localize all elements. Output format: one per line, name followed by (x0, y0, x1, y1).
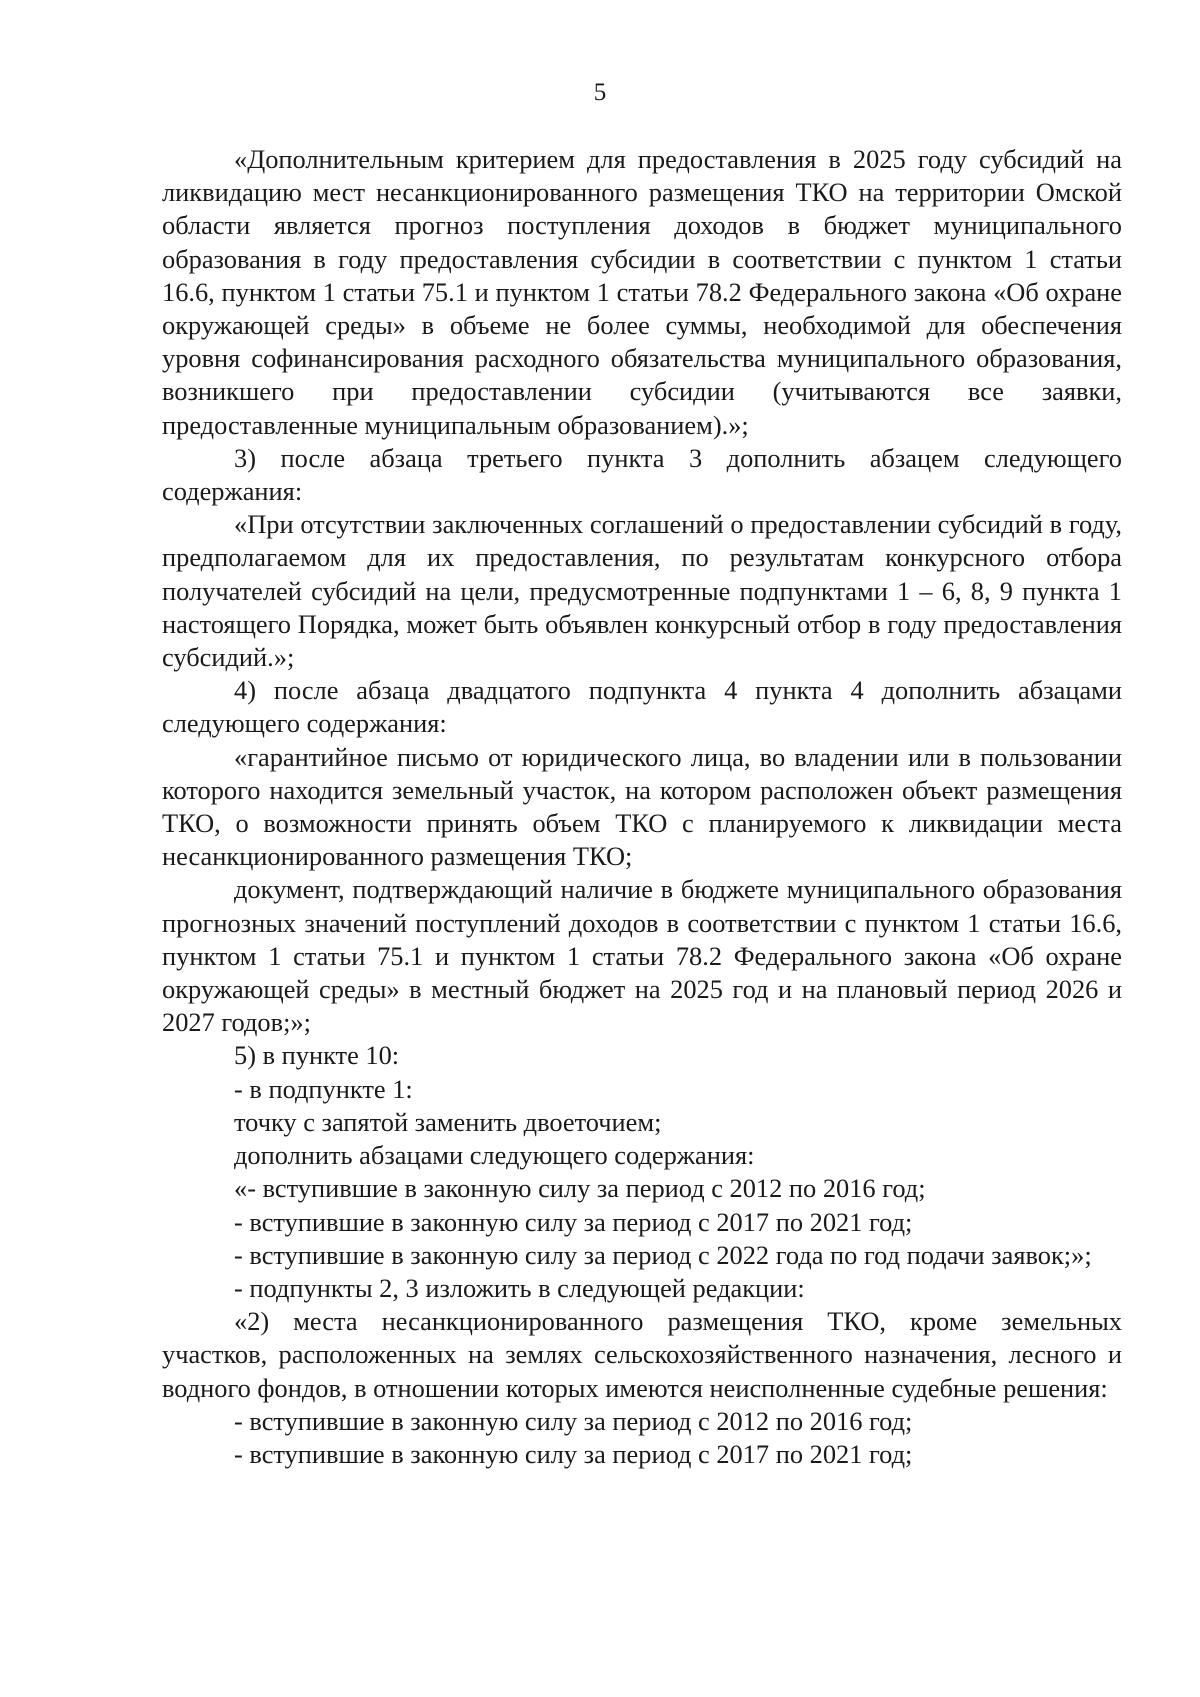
list-item-period-2017-2021: - вступившие в законную силу за период с 2017 по 2021 год; (234, 1206, 913, 1237)
page-number: 5 (593, 79, 607, 106)
document-body (162, 143, 1122, 1471)
paragraph-budget-document: документ, подтверждающий наличие в бюджете муниципального образования прогнозных значений поступлений доходов в соответствии с пунктом 1 статьи 16.6, пунктом 1 статьи 75.1 и пунктом 1 статьи 78.2 Федерального закона «Об охране окружающей среды» в местный бюджет на 2025 год и на плановый период 2026 и 2027 годов;»; (162, 874, 1122, 1038)
list-item-period-2012-2016-b: - вступившие в законную силу за период с 2012 по 2016 год; (234, 1405, 913, 1436)
paragraph-item-5: 5) в пункте 10: (234, 1040, 400, 1071)
paragraph-subitem-1: - в подпункте 1: (234, 1073, 413, 1104)
paragraph-guarantee-letter: «гарантийное письмо от юридического лица, во владении или в пользовании которого находится земельный участок, на котором расположен объект размещения ТКО, о возможности принять объем ТКО с планируемого к ликвидации места несанкционированного размещения ТКО; (162, 741, 1122, 872)
list-item-period-2022: - вступившие в законную силу за период с 2022 года по год подачи заявок;»; (234, 1239, 1092, 1270)
paragraph-item-3: 3) после абзаца третьего пункта 3 дополнить абзацем следующего содержания: (162, 442, 1122, 507)
paragraph-add-paragraphs: дополнить абзацами следующего содержания: (234, 1140, 755, 1171)
list-item-period-2012-2016: «- вступившие в законную силу за период с 2012 по 2016 год; (234, 1173, 926, 1204)
paragraph-item-4: 4) после абзаца двадцатого подпункта 4 пункта 4 дополнить абзацами следующего содержания: (162, 675, 1122, 739)
paragraph-replace-semicolon: точку с запятой заменить двоеточием; (234, 1106, 662, 1137)
list-item-period-2017-2021-b: - вступившие в законную силу за период с 2017 по 2021 год; (234, 1438, 913, 1469)
paragraph-selection: «При отсутствии заключенных соглашений о предоставлении субсидий в году, предполагаемом для их предоставления, по результатам конкурсного отбора получателей субсидий на цели, предусмотренные подпунктами 1 – 6, 8, 9 пункта 1 настоящего Порядка, может быть объявлен конкурсный отбор в году предоставления субсидий.»; (162, 509, 1122, 673)
paragraph-criterion: «Дополнительным критерием для предоставления в 2025 году субсидий на ликвидацию мест несанкционированного размещения ТКО на территории Омской области является прогноз поступления доходов в бюджет муниципального образования в году предоставления субсидии в соответствии с пунктом 1 статьи 16.6, пунктом 1 статьи 75.1 и пунктом 1 статьи 78.2 Федерального закона «Об охране окружающей среды» в объеме не более суммы, необходимой для обеспечения уровня софинансирования расходного обязательства муниципального образования, возникшего при предоставлении субсидии (учитываются все заявки, предоставленные муниципальным образованием).»; (162, 144, 1122, 440)
paragraph-subitems-2-3: - подпункты 2, 3 изложить в следующей редакции: (234, 1272, 805, 1303)
paragraph-unauthorized-sites: «2) места несанкционированного размещения ТКО, кроме земельных участков, расположенных на землях сельскохозяйственного назначения, лесного и водного фондов, в отношении которых имеются неисполненные судебные решения: (162, 1306, 1122, 1403)
